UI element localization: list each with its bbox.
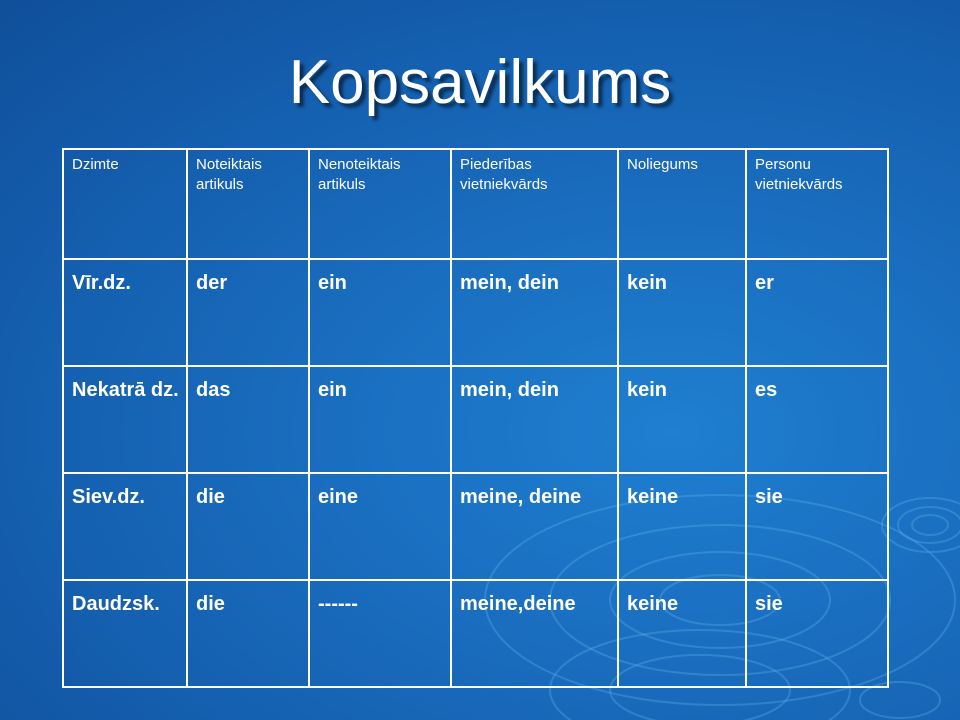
table-cell: sie (746, 473, 888, 580)
table-cell: er (746, 259, 888, 366)
table-cell: Siev.dz. (63, 473, 187, 580)
table-cell: mein, dein (451, 259, 618, 366)
table-row (63, 473, 888, 580)
table-cell: mein, dein (451, 366, 618, 473)
table-cell: das (187, 366, 309, 473)
table-cell: Nekatrā dz. (63, 366, 187, 473)
table-cell: keine (618, 473, 746, 580)
table-cell: kein (618, 366, 746, 473)
header-cell: Dzimte (63, 149, 187, 259)
table-cell: die (187, 473, 309, 580)
table-cell: Vīr.dz. (63, 259, 187, 366)
slide-title: Kopsavilkums (288, 48, 672, 117)
table-header-row (63, 149, 888, 259)
header-cell: Noliegums (618, 149, 746, 259)
table-cell: keine (618, 580, 746, 687)
header-cell: Piederības vietniekvārds (451, 149, 618, 259)
table-row (63, 580, 888, 687)
table-cell: eine (309, 473, 451, 580)
table-cell: kein (618, 259, 746, 366)
header-cell: Nenoteiktais artikuls (309, 149, 451, 259)
table-row (63, 366, 888, 473)
table-cell: sie (746, 580, 888, 687)
table-cell: Daudzsk. (63, 580, 187, 687)
table-cell: ------ (309, 580, 451, 687)
summary-table (62, 148, 889, 688)
table-cell: die (187, 580, 309, 687)
table-cell: meine,deine (451, 580, 618, 687)
table-cell: der (187, 259, 309, 366)
header-cell: Personu vietniekvārds (746, 149, 888, 259)
header-cell: Noteiktais artikuls (187, 149, 309, 259)
table-row (63, 259, 888, 366)
table-cell: meine, deine (451, 473, 618, 580)
table-cell: ein (309, 259, 451, 366)
table-cell: es (746, 366, 888, 473)
table-cell: ein (309, 366, 451, 473)
